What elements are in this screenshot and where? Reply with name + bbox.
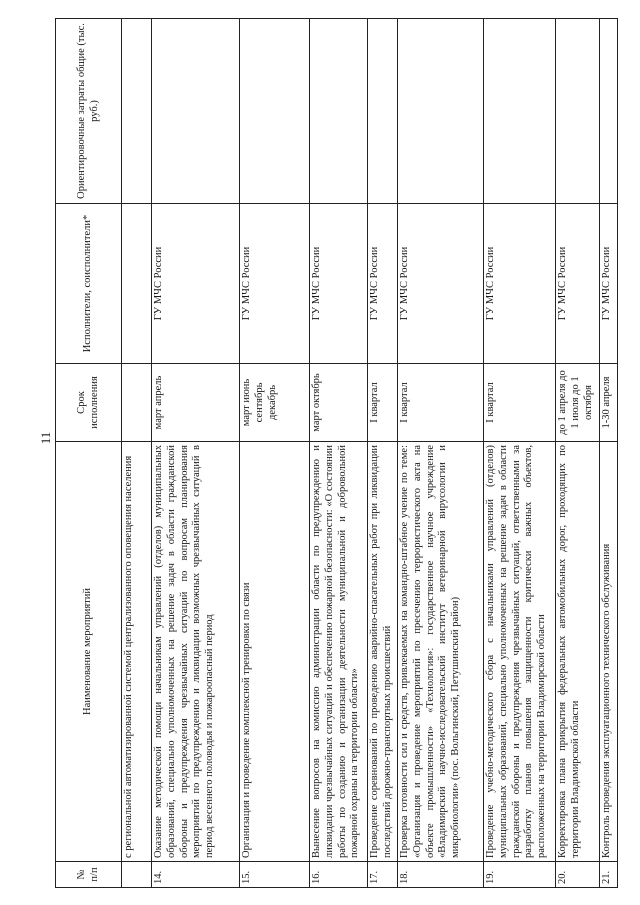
row-no: 17. (368, 862, 398, 888)
row-term: I квартал (484, 364, 556, 442)
row-term (122, 364, 152, 442)
table-row (556, 19, 600, 888)
row-executor: ГУ МЧС России (398, 204, 484, 364)
row-cost (240, 19, 310, 204)
header-executor: Исполнители, соисполнители* (56, 204, 122, 364)
row-cost (152, 19, 240, 204)
row-no: 21. (600, 862, 618, 888)
row-name: Проведение соревнований по проведению аварийно-спасательных работ при ликвидации последствий дорожно-транспортных происшествий (368, 442, 398, 862)
table-row (398, 19, 484, 888)
row-cost (398, 19, 484, 204)
header-no: № п/п (56, 862, 122, 888)
row-name: Проведение учебно-методического сбора с начальниками управлений (отделов) муниципальных образований, специально уполномоченных на решение задач в области гражданской обороны и предупреждения чрезвычайных ситуаций, ответственными за разработку планов повышения защищенности критически важных объектов, расположенных на территории Владимирской области (484, 442, 556, 862)
row-no: 16. (310, 862, 368, 888)
row-name: Вынесение вопросов на комиссию администрации области по предупреждению и ликвидации чрезвычайных ситуаций и обеспечению пожарной безопасности: «О состоянии работы по созданию и организации деятельности муниципальной и добровольной пожарной охраны на территории области» (310, 442, 368, 862)
row-executor: ГУ МЧС России (368, 204, 398, 364)
row-cost (484, 19, 556, 204)
row-no: 18. (398, 862, 484, 888)
row-executor: ГУ МЧС России (600, 204, 618, 364)
row-name: Проверка готовности сил и средств, привлекаемых на командно-штабное учение по теме: «Организация и проведение мероприятий по пресечению террористического акта на объекте промышленности» «Технология»: государственное научное учреждение «Владимирский научно-исследовательский институт ветеринарной вирусологии и микробиологии» (пос. Вольгинский, Петушинский район) (398, 442, 484, 862)
table-row (310, 19, 368, 888)
table-row (484, 19, 556, 888)
table-row (152, 19, 240, 888)
row-executor: ГУ МЧС России (152, 204, 240, 364)
row-no (122, 862, 152, 888)
table-row (600, 19, 618, 888)
row-term: до 1 апреля до 1 июля до 1 октября (556, 364, 600, 442)
row-name: Корректировка плана прикрытия федеральных автомобильных дорог, проходящих по территории Владимирской области (556, 442, 600, 862)
header-cost: Ориентировочные затраты общие (тыс. руб.) (56, 19, 122, 204)
row-name: Организация и проведение комплексной тренировки по связи (240, 442, 310, 862)
row-term: март июнь сентябрь декабрь (240, 364, 310, 442)
row-name: Контроль проведения эксплуатационного технического обслуживания (600, 442, 618, 862)
row-executor: ГУ МЧС России (484, 204, 556, 364)
row-executor: ГУ МЧС России (310, 204, 368, 364)
row-term: март октябрь (310, 364, 368, 442)
row-term: 1-30 апреля (600, 364, 618, 442)
table-row (368, 19, 398, 888)
row-cost (600, 19, 618, 204)
row-no: 14. (152, 862, 240, 888)
header-name: Наименование мероприятий (56, 442, 122, 862)
row-no: 20. (556, 862, 600, 888)
row-executor: ГУ МЧС России (556, 204, 600, 364)
row-name: Оказание методической помощи начальникам управлений (отделов) муниципальных образований, специально уполномоченных на решение задач в области гражданской обороны и предупреждения чрезвычайных ситуаций по вопросам планирования мероприятий по предупреждению и ликвидации возможных чрезвычайных ситуаций в период весеннего половодья и пожароопасный период (152, 442, 240, 862)
row-no: 15. (240, 862, 310, 888)
row-term: I квартал (398, 364, 484, 442)
events-table (55, 18, 618, 888)
row-term: март апрель (152, 364, 240, 442)
table-row (240, 19, 310, 888)
header-term: Срок исполнения (56, 364, 122, 442)
document-sheet (55, 18, 623, 888)
row-no: 19. (484, 862, 556, 888)
row-cost (310, 19, 368, 204)
table-row (122, 19, 152, 888)
row-cost (556, 19, 600, 204)
row-executor (122, 204, 152, 364)
page-number: 11 (38, 431, 53, 445)
row-cost (368, 19, 398, 204)
row-name: с региональной автоматизированной системой централизованного оповещения населения (122, 442, 152, 862)
row-term: I квартал (368, 364, 398, 442)
row-cost (122, 19, 152, 204)
row-executor: ГУ МЧС России (240, 204, 310, 364)
table-header-row (56, 19, 122, 888)
